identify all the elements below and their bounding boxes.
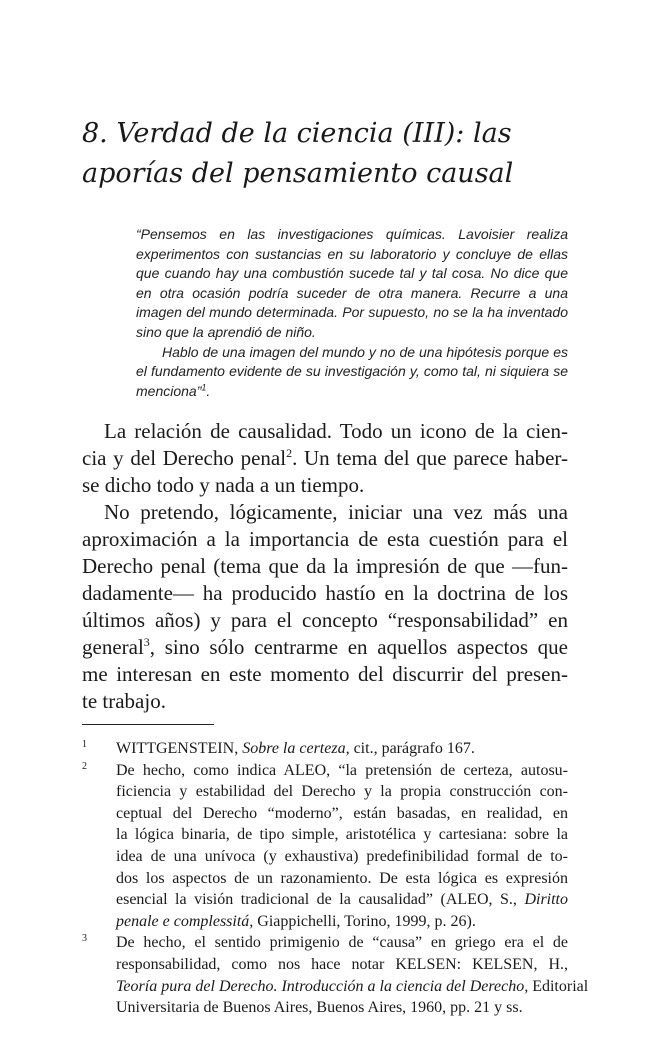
footnote-line: Teoría pura del Derecho. Introducción a la ciencia del Derecho, Editorial: [116, 977, 589, 995]
footnote-number: 1: [82, 739, 87, 750]
footnote-1: [82, 738, 568, 760]
footnote-line: Universitaria de Buenos Aires, Buenos Aires, 1960, pp. 21 y ss.: [116, 999, 523, 1017]
epigraph-quote: [136, 225, 568, 401]
epigraph-paragraph: Hablo de una imagen del mundo y no de una hipótesis porque es el fundamento evidente de su investigación y, como tal, ni siquiera se menciona”$^1$.: [136, 343, 568, 399]
text-line: te trabajo.: [82, 689, 166, 713]
footnote-separator: [82, 724, 214, 725]
footnote-line: De hecho, el sentido primigenio de “causa” en griego era el de: [116, 934, 568, 952]
text-line: se dicho todo y nada a un tiempo.: [82, 473, 365, 497]
footnote-line: esencial la visión tradicional de la causalidad” (ALEO, S., Diritto: [116, 891, 568, 909]
footnote-line: ficiencia y estabilidad del Derecho y la propia construcción con-: [116, 783, 568, 801]
footnote-line: WITTGENSTEIN, Sobre la certeza, cit., parágrafo 167.: [116, 740, 475, 757]
text-line: Derecho penal (tema que da la impresión de que —fun-: [82, 554, 568, 578]
text-line: últimos años) y para el concepto “responsabilidad” en: [82, 608, 568, 632]
text-line: general$^3$, sino sólo centrarme en aquellos aspectos que: [82, 635, 568, 659]
chapter-title: [82, 114, 582, 194]
footnote-line: dos los aspectos de un razonamiento. De esta lógica es expresión: [116, 869, 568, 887]
footnote-2: [82, 760, 568, 933]
footnote-ref[interactable]: 3: [143, 635, 150, 649]
footnote-number: 3: [82, 933, 87, 945]
footnote-number: 2: [82, 760, 87, 772]
footnote-line: la lógica binaria, de tipo simple, aristotélica y cartesiana: sobre la: [116, 826, 568, 844]
epigraph-paragraph: “Pensemos en las investigaciones químicas. Lavoisier realiza experimentos con sustancias en su laboratorio y concluye de ellas que cuando hay una combustión sucede tal y tal cosa. No dice que en otra ocasión podría suceder de otra manera. Recurre a una imagen del mundo determinada. Por supuesto, no se la ha inventado sino que la aprendió de niño.: [136, 226, 568, 340]
chapter-title-line: 8. Verdad de la ciencia (III): las: [82, 118, 512, 149]
text-line: La relación de causalidad. Todo un icono de la cien-: [104, 419, 568, 443]
text-line: No pretendo, lógicamente, iniciar una vez más una: [104, 500, 568, 524]
footnote-line: idea de una unívoca (y exhaustiva) predefinibilidad formal de to-: [116, 847, 568, 865]
text-line: me interesan en este momento del discurrir del presen-: [82, 662, 568, 686]
text-line: cia y del Derecho penal$^2$. Un tema del que parece haber-: [82, 446, 568, 470]
footnote-ref[interactable]: 1: [201, 382, 207, 393]
footnote-line: ceptual del Derecho “moderno”, están basadas, en realidad, en: [116, 804, 568, 822]
footnote-line: responsabilidad, como nos hace notar KELSEN: KELSEN, H.,: [116, 955, 568, 973]
main-text: [82, 418, 568, 715]
footnotes: [82, 738, 589, 1019]
footnote-line: De hecho, como indica ALEO, “la pretensión de certeza, autosu-: [116, 761, 568, 779]
footnote-ref[interactable]: 2: [286, 446, 293, 460]
text-line: aproximación a la importancia de esta cuestión para el: [82, 527, 568, 551]
text-line: dadamente— ha producido hastío en la doctrina de los: [82, 581, 568, 605]
chapter-title-line: aporías del pensamiento causal: [82, 158, 514, 189]
footnote-line: penale e complessitá, Giappichelli, Torino, 1999, p. 26).: [116, 912, 476, 930]
footnote-3: [82, 932, 589, 1018]
